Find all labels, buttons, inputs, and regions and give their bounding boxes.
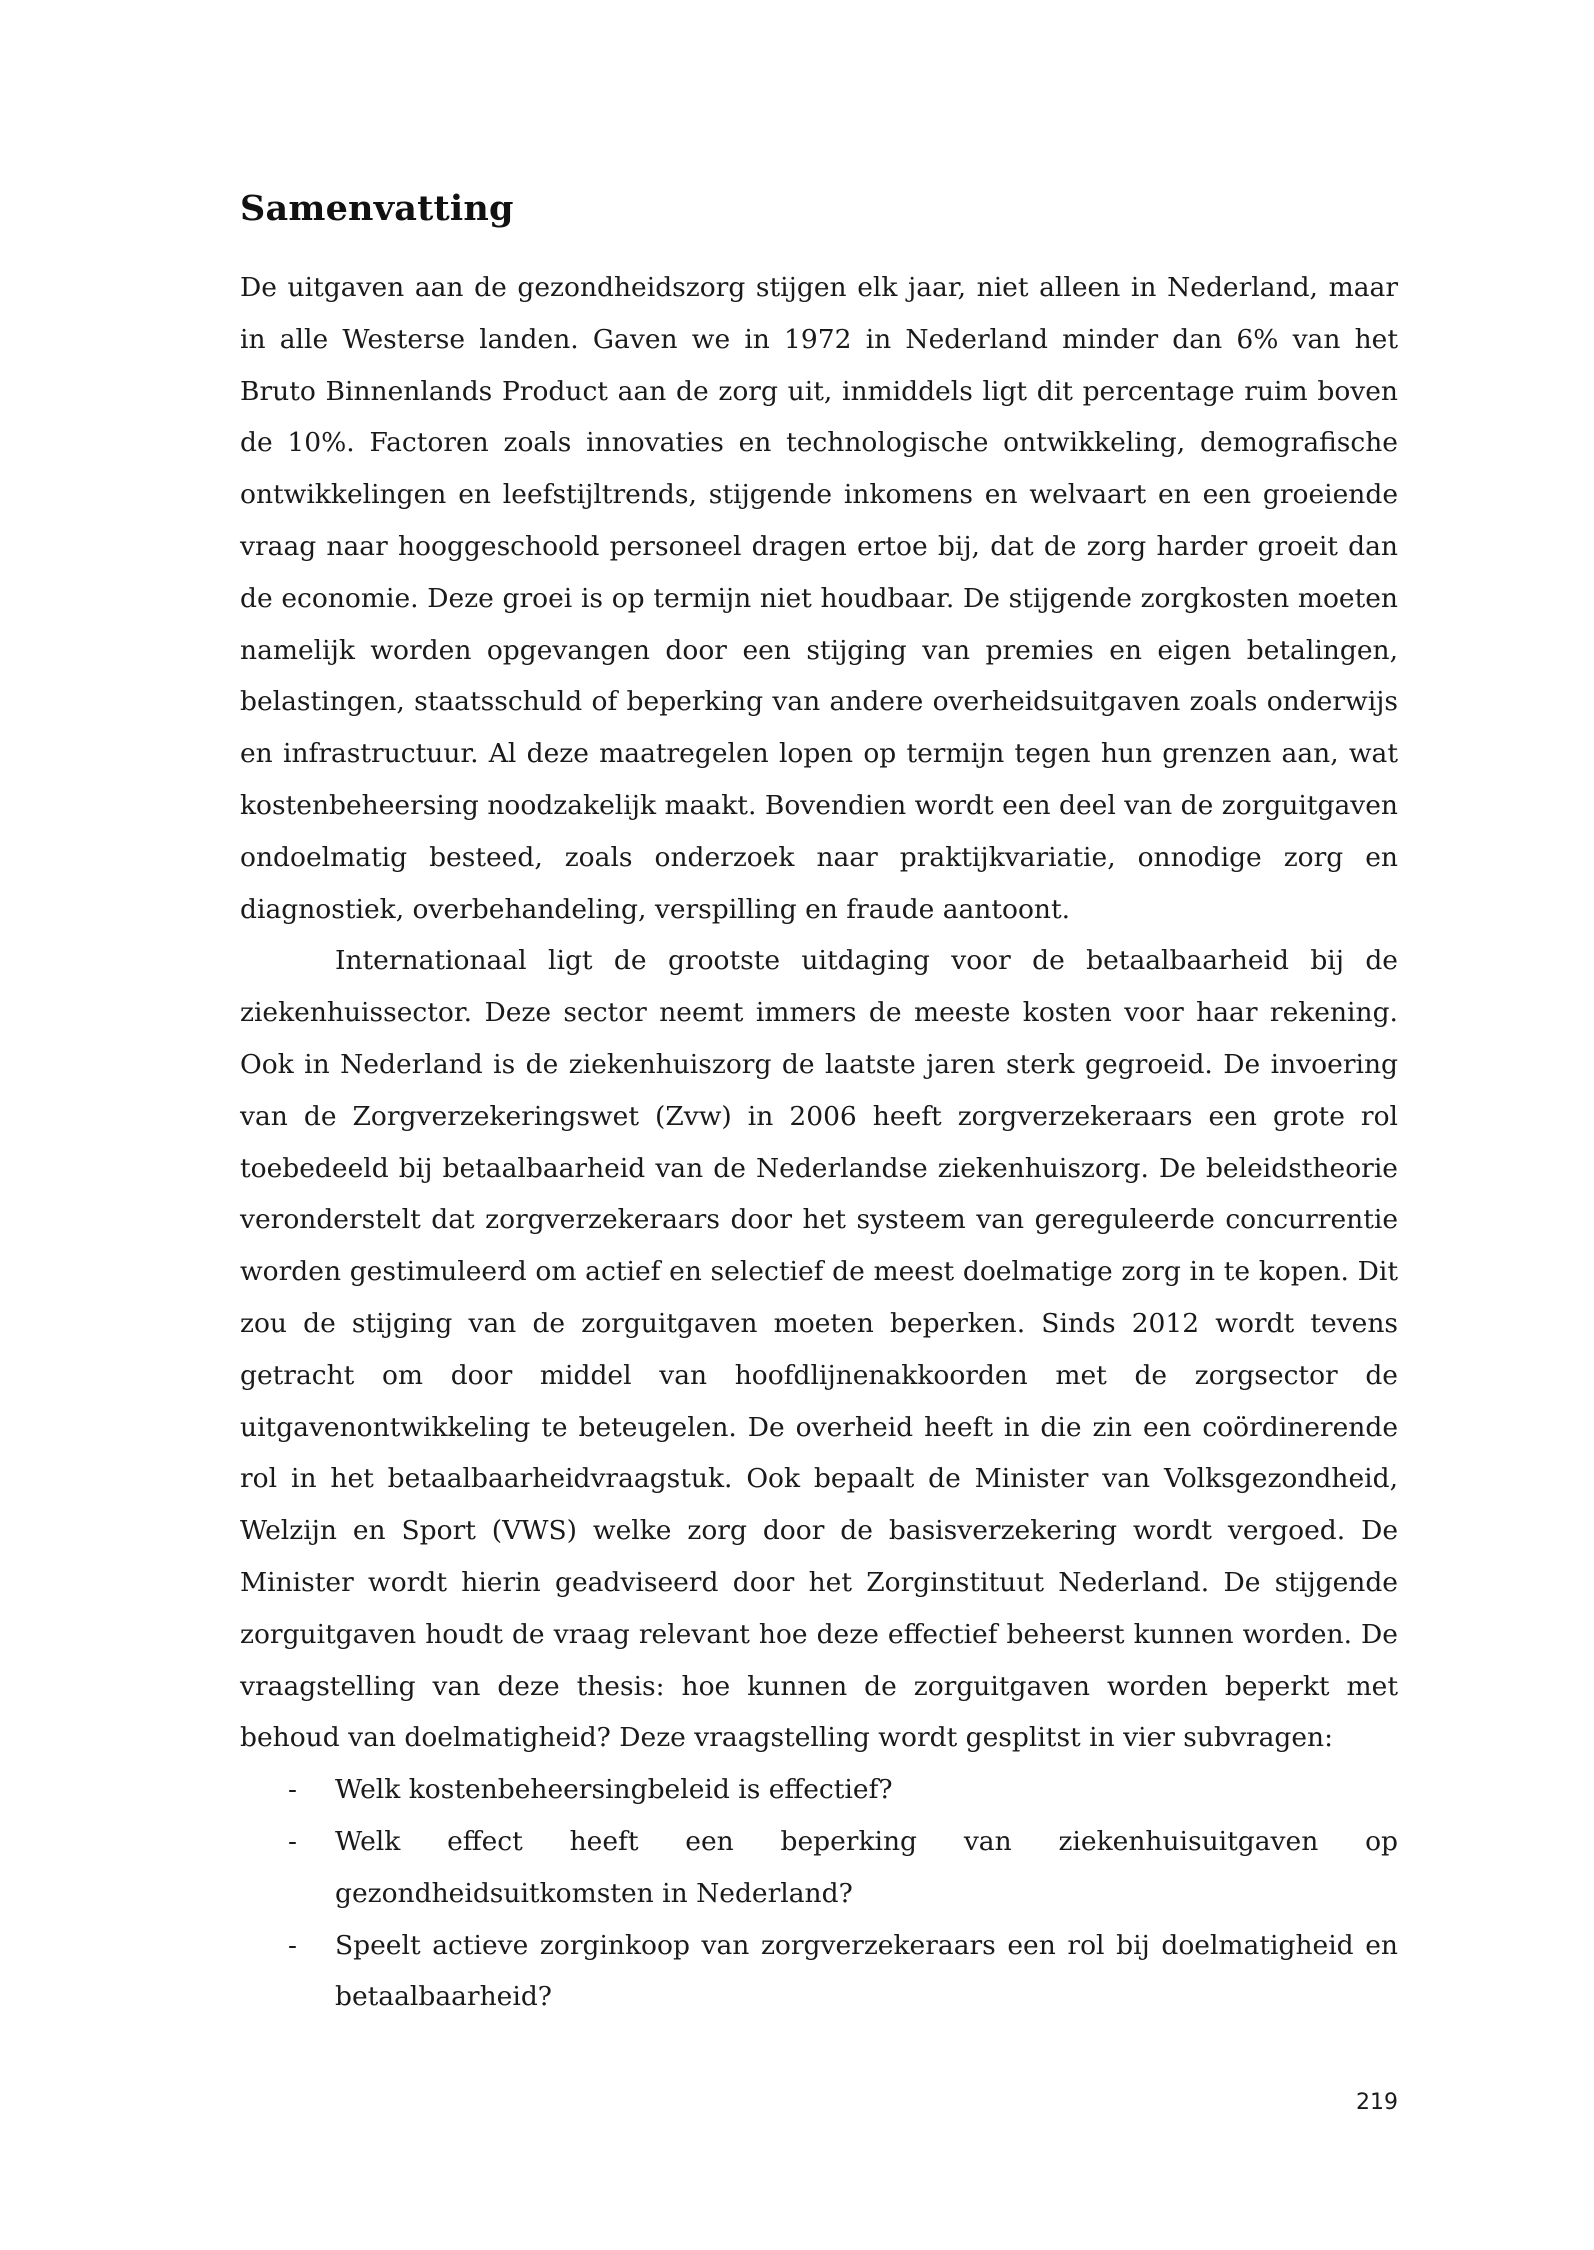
page-title: Samenvatting (240, 188, 514, 229)
list-item (240, 1920, 1398, 2024)
list-item-text: Welk effect heeft een beperking van ziekenhuisuitgaven op gezondheidsuitkomsten in Nederland? (335, 1825, 1398, 1909)
bullet-marker: - (288, 1825, 297, 1857)
list-item (240, 1816, 1398, 1920)
paragraph-1: De uitgaven aan de gezondheidszorg stijgen elk jaar, niet alleen in Nederland, maar in alle Westerse landen. Gaven we in 1972 in Nederland minder dan 6% van het Bruto Binnenlands Product aan de zorg uit, inmiddels ligt dit percentage ruim boven de 10%. Factoren zoals innovaties en technologische ontwikkeling, demografische ontwikkelingen en leefstijltrends, stijgende inkomens en welvaart en een groeiende vraag naar hooggeschoold personeel dragen ertoe bij, dat de zorg harder groeit dan de economie. Deze groei is op termijn niet houdbaar. De stijgende zorgkosten moeten namelijk worden opgevangen door een stijging van premies en eigen betalingen, belastingen, staatsschuld of beperking van andere overheidsuitgaven zoals onderwijs en infrastructuur. Al deze maatregelen lopen op termijn tegen hun grenzen aan, wat kostenbeheersing noodzakelijk maakt. Bovendien wordt een deel van de zorguitgaven ondoelmatig besteed, zoals onderzoek naar praktijkvariatie, onnodige zorg en diagnostiek, overbehandeling, verspilling en fraude aantoont. (240, 272, 1398, 925)
bullet-marker: - (288, 1774, 297, 1806)
document-page (240, 0, 1398, 2250)
bullet-marker: - (288, 1929, 297, 1961)
paragraph-2: Internationaal ligt de grootste uitdaging voor de betaalbaarheid bij de ziekenhuissector. Deze sector neemt immers de meeste kosten voor haar rekening. Ook in Nederland is de ziekenhuiszorg de laatste jaren sterk gegroeid. De invoering van de Zorgverzekeringswet (Zvw) in 2006 heeft zorgverzekeraars een grote rol toebedeeld bij betaalbaarheid van de Nederlandse ziekenhuiszorg. De beleidstheorie veronderstelt dat zorgverzekeraars door het systeem van gereguleerde concurrentie worden gestimuleerd om actief en selectief de meest doelmatige zorg in te kopen. Dit zou de stijging van de zorguitgaven moeten beperken. Sinds 2012 wordt tevens getracht om door middel van hoofdlijnenakkoorden met de zorgsector de uitgavenontwikkeling te beteugelen. De overheid heeft in die zin een coördinerende rol in het betaalbaarheidvraagstuk. Ook bepaalt de Minister van Volksgezondheid, Welzijn en Sport (VWS) welke zorg door de basisverzekering wordt vergoed. De Minister wordt hierin geadviseerd door het Zorginstituut Nederland. De stijgende zorguitgaven houdt de vraag relevant hoe deze effectief beheerst kunnen worden. De vraagstelling van deze thesis: hoe kunnen de zorguitgaven worden beperkt met behoud van doelmatigheid? Deze vraagstelling wordt gesplitst in vier subvragen: (240, 945, 1398, 1754)
page-number: 219 (1356, 2090, 1398, 2115)
body-text (240, 262, 1398, 2023)
subquestion-list (240, 1764, 1398, 2023)
list-item-text: Welk kostenbeheersingbeleid is effectief? (335, 1774, 893, 1806)
list-item (240, 1764, 1398, 1816)
list-item-text: Speelt actieve zorginkoop van zorgverzekeraars een rol bij doelmatigheid en betaalbaarheid? (335, 1929, 1398, 2013)
